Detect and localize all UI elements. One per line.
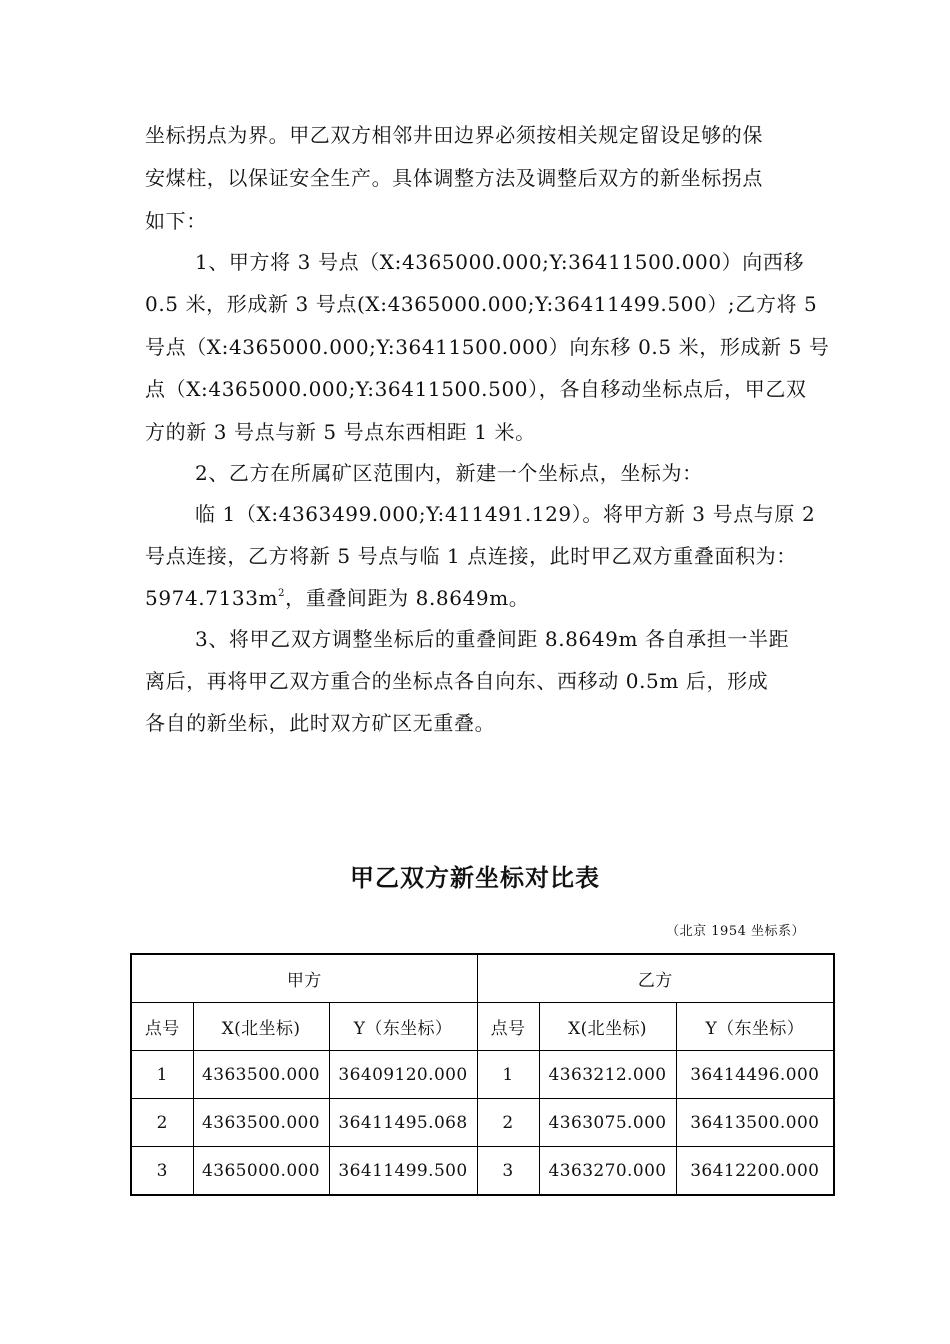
table-cell: 4363500.000 (193, 1099, 329, 1147)
column-header: 点号 (477, 1003, 539, 1051)
group-header-a: 甲方 (131, 954, 477, 1003)
table-row (131, 1147, 834, 1196)
table-cell: 36411495.068 (329, 1099, 477, 1147)
coordinate-table (130, 953, 835, 1196)
paragraph-line: 号点（X:4365000.000;Y:36411500.000）向东移 0.5 米，形成新 5 号 (145, 335, 830, 359)
column-header: 点号 (131, 1003, 193, 1051)
spacing-text: ，重叠间距为 8.8649m。 (285, 586, 530, 610)
table-group-header-row (131, 954, 834, 1003)
paragraph-line: 安煤柱，以保证安全生产。具体调整方法及调整后双方的新坐标拐点 (145, 166, 763, 190)
coordinate-system-note: （北京 1954 坐标系） (666, 924, 805, 939)
table-cell: 1 (477, 1051, 539, 1099)
paragraph-line: 离后，再将甲乙双方重合的坐标点各自向东、西移动 0.5m 后，形成 (145, 669, 769, 693)
table-cell: 36413500.000 (676, 1099, 834, 1147)
table-title: 甲乙双方新坐标对比表 (350, 864, 600, 892)
table-cell: 36409120.000 (329, 1051, 477, 1099)
paragraph-line: 临 1（X:4363499.000;Y:411491.129）。将甲方新 3 号点与原 2 (195, 502, 816, 526)
table-cell: 36412200.000 (676, 1147, 834, 1196)
table-cell: 3 (477, 1147, 539, 1196)
table-row (131, 1051, 834, 1099)
column-header: X(北坐标) (193, 1003, 329, 1051)
table-cell: 4365000.000 (193, 1147, 329, 1196)
table-cell: 4363212.000 (539, 1051, 676, 1099)
paragraph-line: 如下： (145, 209, 207, 233)
area-value: 5974.7133m (145, 586, 279, 610)
group-header-b: 乙方 (477, 954, 834, 1003)
table-cell: 4363270.000 (539, 1147, 676, 1196)
table-cell: 36411499.500 (329, 1147, 477, 1196)
table-cell: 4363075.000 (539, 1099, 676, 1147)
table-header-row (131, 1003, 834, 1051)
table-cell: 2 (131, 1099, 193, 1147)
table-cell: 4363500.000 (193, 1051, 329, 1099)
paragraph-line (145, 584, 529, 612)
paragraph-line: 1、甲方将 3 号点（X:4365000.000;Y:36411500.000）向西移 (195, 250, 805, 274)
table-cell: 1 (131, 1051, 193, 1099)
paragraph-line: 2、乙方在所属矿区范围内，新建一个坐标点，坐标为： (195, 461, 703, 485)
paragraph-line: 3、将甲乙双方调整坐标后的重叠间距 8.8649m 各自承担一半距 (195, 627, 790, 651)
paragraph-line: 方的新 3 号点与新 5 号点东西相距 1 米。 (145, 420, 536, 444)
paragraph-line: 点（X:4365000.000;Y:36411500.500），各自移动坐标点后，甲乙双 (145, 377, 807, 401)
table-cell: 3 (131, 1147, 193, 1196)
superscript: 2 (278, 588, 286, 600)
paragraph-line: 各自的新坐标，此时双方矿区无重叠。 (145, 711, 496, 735)
table-row (131, 1099, 834, 1147)
column-header: X(北坐标) (539, 1003, 676, 1051)
paragraph-line: 号点连接，乙方将新 5 号点与临 1 点连接，此时甲乙双方重叠面积为： (145, 544, 797, 568)
column-header: Y（东坐标） (329, 1003, 477, 1051)
column-header: Y（东坐标） (676, 1003, 834, 1051)
table-cell: 2 (477, 1099, 539, 1147)
paragraph-line: 坐标拐点为界。甲乙双方相邻井田边界必须按相关规定留设足够的保 (145, 123, 763, 147)
paragraph-line: 0.5 米，形成新 3 号点(X:4365000.000;Y:36411499.500）;乙方将 5 (145, 292, 818, 316)
table-cell: 36414496.000 (676, 1051, 834, 1099)
